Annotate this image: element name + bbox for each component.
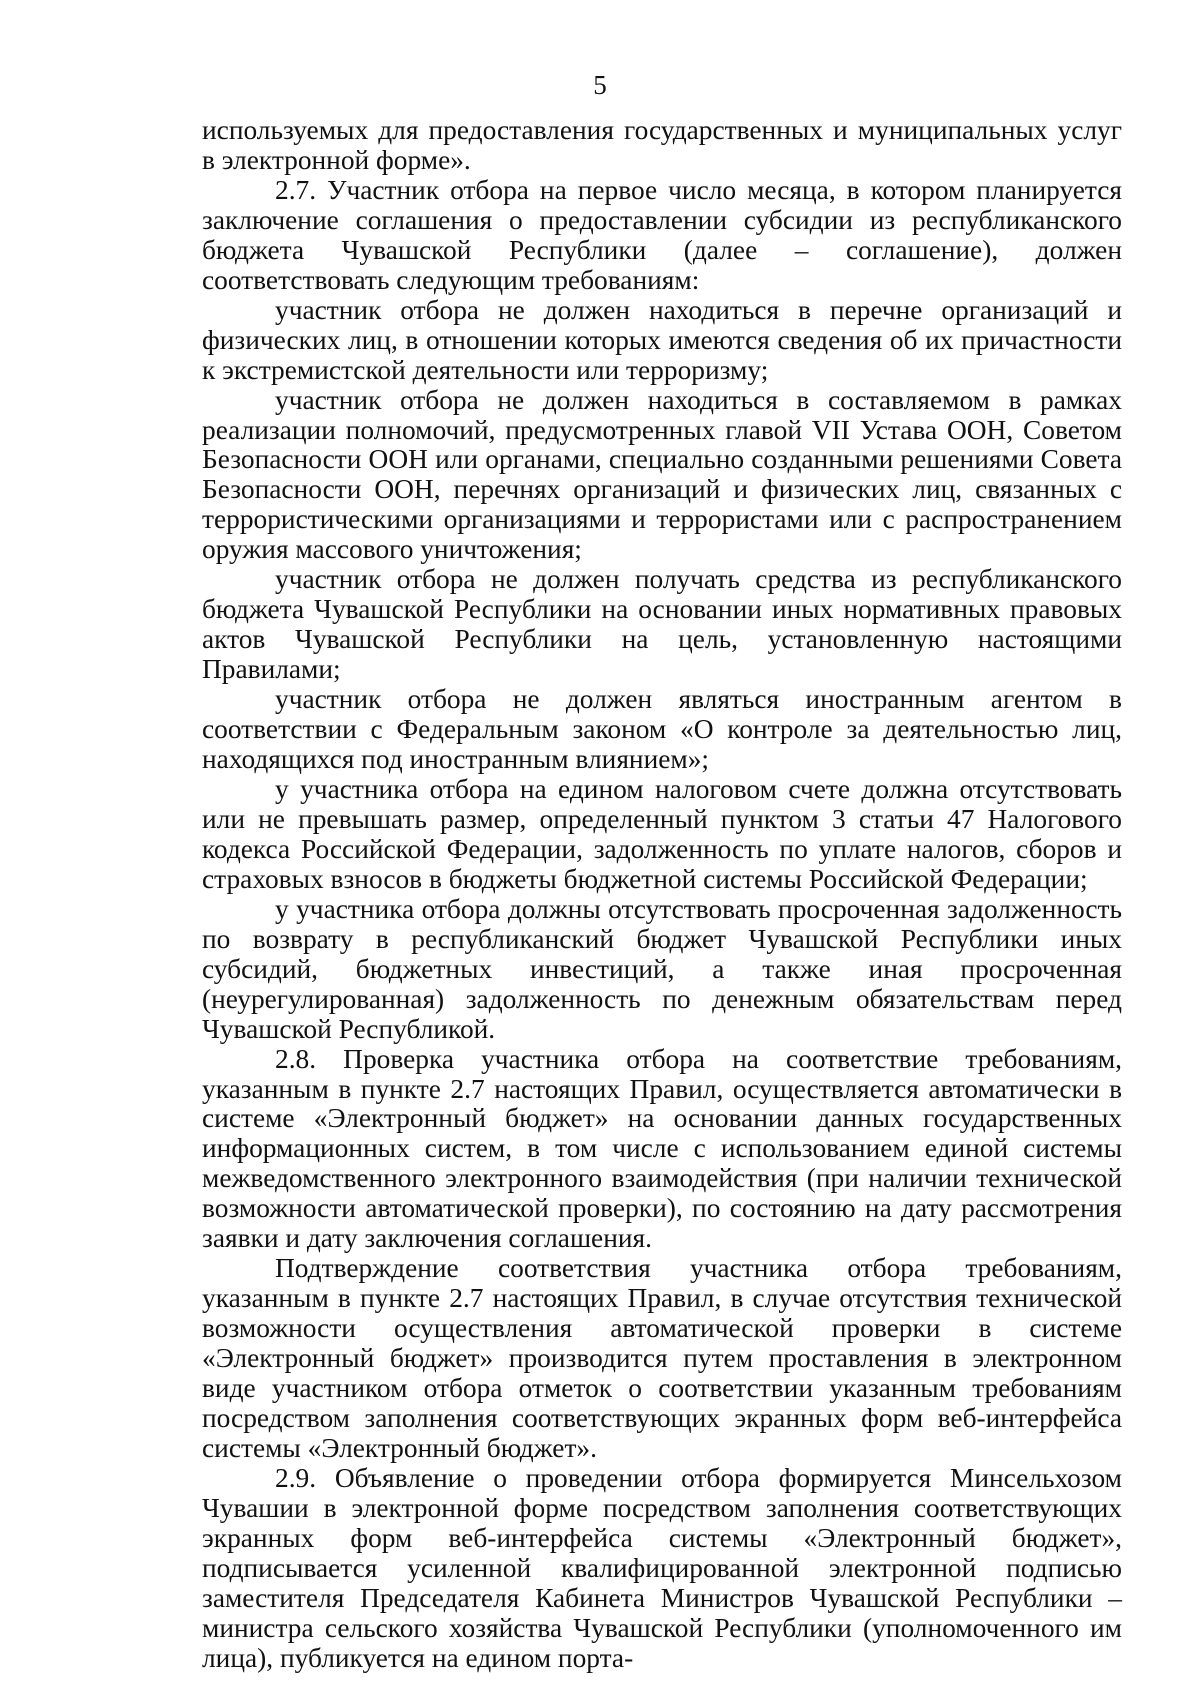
- paragraph: участник отбора не должен находиться в составляемом в рамках реализации полномочий, предусмотренных главой VII Устава ООН, Советом Безопасности ООН или органами, специально созданными решениями Совета Безопасности ООН, перечнях организаций и физических лиц, связанных с террористическими организациями и террористами или с распространением оружия массового уничтожения;: [202, 384, 1122, 565]
- paragraph: используемых для предоставления государственных и муниципальных услуг в электронной форме».: [202, 115, 1122, 175]
- paragraph: 2.9. Объявление о проведении отбора формируется Минсельхозом Чувашии в электронной форме посредством заполнения соответствующих экранных форм веб-интерфейса системы «Электронный бюджет», подписывается усиленной квалифицированной электронной подписью заместителя Председателя Кабинета Министров Чувашской Республики – министра сельского хозяйства Чувашской Республики (уполномоченного им лица), публикуется на едином порта-: [202, 1462, 1122, 1673]
- paragraph: участник отбора не должен находиться в перечне организаций и физических лиц, в отношении которых имеются сведения об их причастности к экстремистской деятельности или терроризму;: [202, 294, 1122, 385]
- paragraph: 2.8. Проверка участника отбора на соответствие требованиям, указанным в пункте 2.7 настоящих Правил, осуществляется автоматически в системе «Электронный бюджет» на основании данных государственных информационных систем, в том числе с использованием единой системы межведомственного электронного взаимодействия (при наличии технической возможности автоматической проверки), по состоянию на дату рассмотрения заявки и дату заключения соглашения.: [202, 1043, 1122, 1254]
- paragraph: 2.7. Участник отбора на первое число месяца, в котором планируется заключение соглашения о предоставлении субсидии из республиканского бюджета Чувашской Республики (далее – соглашение), должен соответствовать следующим требованиям:: [202, 174, 1122, 295]
- paragraph: у участника отбора должны отсутствовать просроченная задолженность по возврату в республиканский бюджет Чувашской Республики иных субсидий, бюджетных инвестиций, а также иная просроченная (неурегулированная) задолженность по денежным обязательствам перед Чувашской Республикой.: [202, 893, 1122, 1044]
- paragraph: участник отбора не должен получать средства из республиканского бюджета Чувашской Республики на основании иных нормативных правовых актов Чувашской Республики на цель, установленную настоящими Правилами;: [202, 564, 1122, 685]
- paragraph: участник отбора не должен являться иностранным агентом в соответствии с Федеральным законом «О контроле за деятельностью лиц, находящихся под иностранным влиянием»;: [202, 684, 1122, 775]
- paragraph: у участника отбора на едином налоговом счете должна отсутствовать или не превышать размер, определенный пунктом 3 статьи 47 Налогового кодекса Российской Федерации, задолженность по уплате налогов, сборов и страховых взносов в бюджеты бюджетной системы Российской Федерации;: [202, 773, 1122, 894]
- document-body: [202, 116, 1122, 1674]
- paragraph: Подтверждение соответствия участника отбора требованиям, указанным в пункте 2.7 настоящих Правил, в случае отсутствия технической возможности осуществления автоматической проверки в системе «Электронный бюджет» производится путем проставления в электронном виде участником отбора отметок о соответствии указанным требованиям посредством заполнения соответствующих экранных форм веб-интерфейса системы «Электронный бюджет».: [202, 1253, 1122, 1463]
- page-number: 5: [593, 70, 607, 100]
